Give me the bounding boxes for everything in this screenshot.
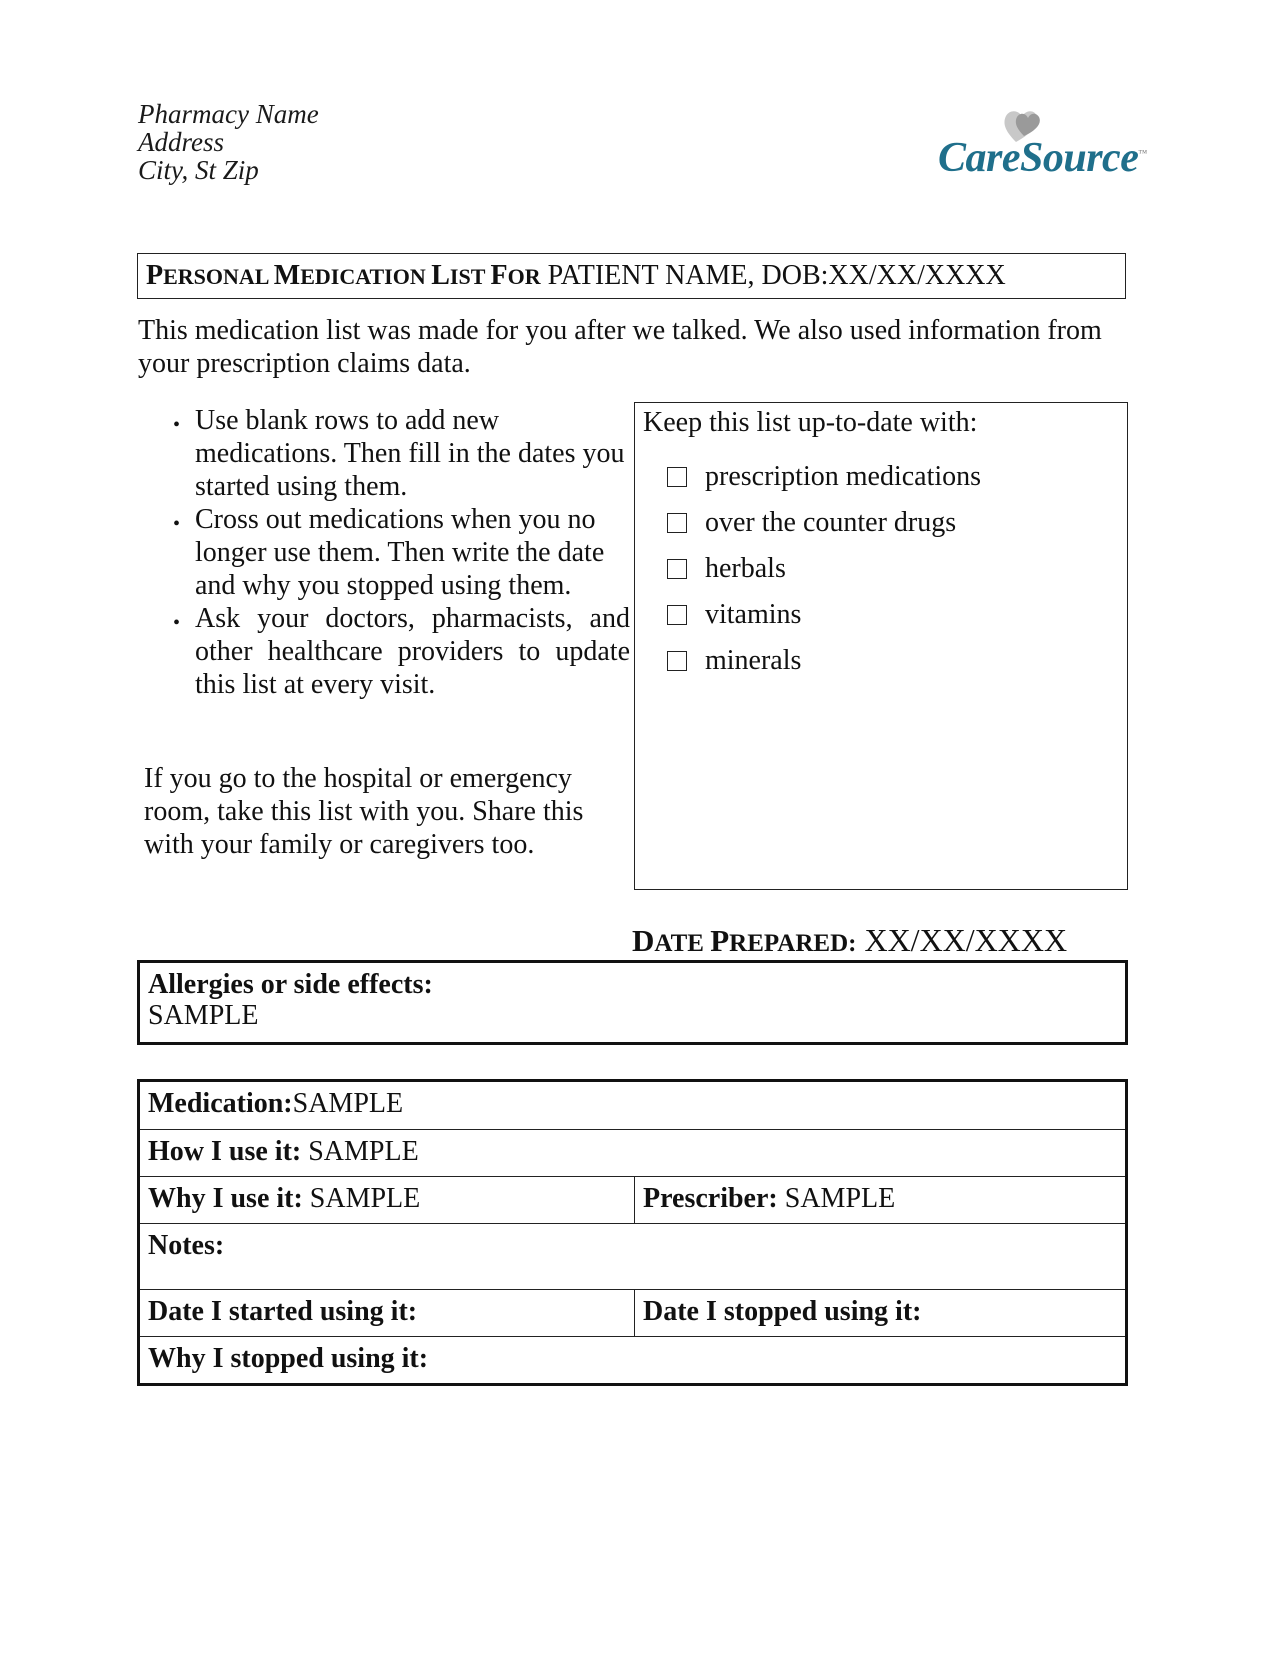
allergies-value: SAMPLE (148, 1000, 259, 1031)
started-label: Date I started using it: (148, 1296, 418, 1327)
table-row (140, 1130, 1125, 1177)
logo-brand-text: CareSource (938, 135, 1139, 181)
hospital-note: If you go to the hospital or emergency room, take this list with you. Share this with your family or caregivers too. (144, 763, 584, 860)
table-row (140, 1290, 1125, 1337)
checkbox[interactable] (667, 605, 687, 625)
keep-list-box (634, 402, 1128, 890)
allergies-box (137, 960, 1128, 1045)
prescriber-value: SAMPLE (784, 1183, 896, 1214)
document-title: PERSONAL MEDICATION LIST FOR PATIENT NAME, DOB:XX/XX/XXXX (137, 253, 1126, 299)
instructions-list (170, 404, 630, 701)
checkbox[interactable] (667, 467, 687, 487)
notes-label: Notes: (148, 1230, 225, 1261)
list-item: • Use blank rows to add new medications. Then fill in the dates you started using them. (170, 404, 630, 503)
pharmacy-city: City, St Zip (138, 155, 259, 185)
pharmacy-address (138, 100, 319, 184)
trademark-symbol: ™ (1138, 148, 1147, 158)
why-stopped-label: Why I stopped using it: (148, 1343, 429, 1374)
checkbox-row-vitamins (667, 599, 801, 631)
checkbox-label: over the counter drugs (705, 507, 957, 538)
prescriber-label: Prescriber: (643, 1183, 778, 1214)
checkbox-row-minerals (667, 645, 801, 677)
how-label: How I use it: (148, 1136, 302, 1167)
stopped-label: Date I stopped using it: (643, 1296, 922, 1327)
table-row (140, 1082, 1125, 1130)
checkbox-label: herbals (705, 553, 786, 584)
why-value: SAMPLE (309, 1183, 421, 1214)
checkbox-label: minerals (705, 645, 802, 676)
table-row (140, 1177, 1125, 1224)
checkbox-row-prescription (667, 461, 981, 493)
checkbox-label: vitamins (705, 599, 802, 630)
how-value: SAMPLE (308, 1136, 419, 1167)
date-prepared: DATE PREPARED: XX/XX/XXXX (632, 922, 1068, 958)
table-row (140, 1337, 1125, 1383)
date-prepared-value: XX/XX/XXXX (864, 922, 1068, 958)
medication-table (137, 1079, 1128, 1386)
checkbox-label: prescription medications (705, 461, 982, 492)
checkbox[interactable] (667, 513, 687, 533)
caresource-logo (938, 106, 1160, 181)
keep-list-title: Keep this list up-to-date with: (643, 407, 978, 438)
checkbox[interactable] (667, 651, 687, 671)
medication-label: Medication: (148, 1088, 293, 1119)
table-row (140, 1224, 1125, 1290)
checkbox[interactable] (667, 559, 687, 579)
checkbox-row-otc (667, 507, 956, 539)
why-label: Why I use it: (148, 1183, 303, 1214)
medication-value: SAMPLE (292, 1088, 404, 1119)
pharmacy-name: Pharmacy Name (138, 99, 319, 129)
list-item: • Ask your doctors, pharmacists, and other healthcare providers to update this list at every visit. (170, 602, 630, 701)
checkbox-row-herbals (667, 553, 786, 585)
intro-text: This medication list was made for you after we talked. We also used information from your prescription claims data. (138, 315, 1102, 379)
pharmacy-street: Address (138, 127, 224, 157)
patient-name-dob: PATIENT NAME, DOB:XX/XX/XXXX (547, 260, 1006, 291)
list-item: • Cross out medications when you no longer use them. Then write the date and why you stopped using them. (170, 503, 630, 602)
allergies-label: Allergies or side effects: (148, 969, 433, 1000)
